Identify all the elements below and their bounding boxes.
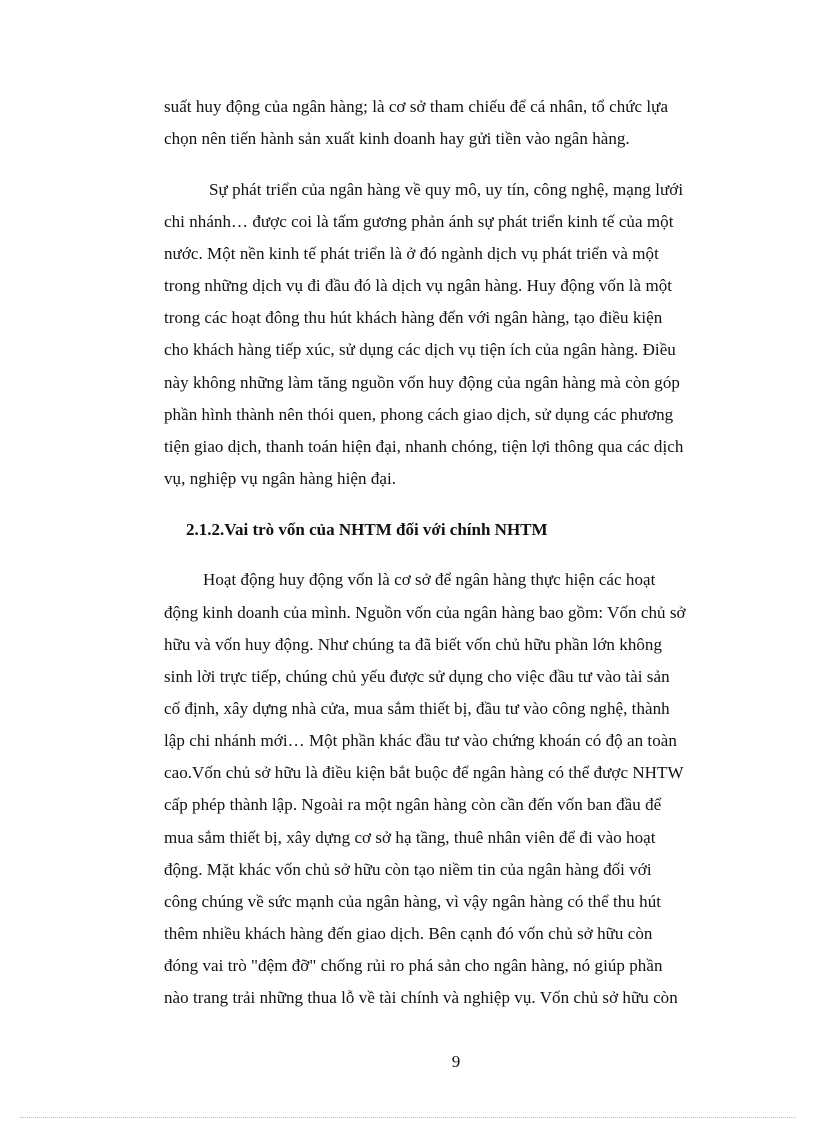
text-line: lập chi nhánh mới… Một phần khác đầu tư vào chứng khoán có độ an toàn xyxy=(164,731,677,750)
text-line: nước. Một nền kinh tế phát triển là ở đó ngành dịch vụ phát triển và một xyxy=(164,244,659,263)
text-line: suất huy động của ngân hàng; là cơ sở tham chiếu để cá nhân, tổ chức lựa xyxy=(164,97,669,116)
section-heading: 2.1.2.Vai trò vốn của NHTM đối với chính NHTM xyxy=(186,520,548,539)
footer-divider xyxy=(20,1117,796,1118)
text-line: chi nhánh… được coi là tấm gương phản ánh sự phát triển kinh tế của một xyxy=(164,212,674,231)
text-line: trong những dịch vụ đi đầu đó là dịch vụ ngân hàng. Huy động vốn là một xyxy=(164,276,673,295)
text-line: mua sắm thiết bị, xây dựng cơ sở hạ tầng, thuê nhân viên để đi vào hoạt xyxy=(164,828,656,847)
text-line: này không những làm tăng nguồn vốn huy động của ngân hàng mà còn góp xyxy=(164,373,680,392)
text-line: đóng vai trò "đệm đỡ" chống rủi ro phá sản cho ngân hàng, nó giúp phần xyxy=(164,956,663,975)
text-line: động. Mặt khác vốn chủ sở hữu còn tạo niềm tin của ngân hàng đối với xyxy=(164,860,652,879)
text-line: sinh lời trực tiếp, chúng chủ yếu được sử dụng cho việc đầu tư vào tài sản xyxy=(164,667,670,686)
text-line: vụ, nghiệp vụ ngân hàng hiện đại. xyxy=(164,469,397,488)
text-line: tiện giao dịch, thanh toán hiện đại, nhanh chóng, tiện lợi thông qua các dịch xyxy=(164,437,684,456)
text-line: cao.Vốn chủ sở hữu là điều kiện bắt buộc để ngân hàng có thể được NHTW xyxy=(164,763,684,782)
text-line: chọn nên tiến hành sản xuất kinh doanh hay gửi tiền vào ngân hàng. xyxy=(164,129,630,148)
text-line: cho khách hàng tiếp xúc, sử dụng các dịch vụ tiện ích của ngân hàng. Điều xyxy=(164,340,676,359)
text-line: hữu và vốn huy động. Như chúng ta đã biết vốn chủ hữu phần lớn không xyxy=(164,635,663,654)
page-number: 9 xyxy=(451,1052,461,1071)
text-line: nào trang trải những thua lỗ về tài chính và nghiệp vụ. Vốn chủ sở hữu còn xyxy=(164,988,678,1007)
text-line: Hoạt động huy động vốn là cơ sở để ngân hàng thực hiện các hoạt xyxy=(203,570,656,589)
text-line: phần hình thành nên thói quen, phong cách giao dịch, sử dụng các phương xyxy=(164,405,674,424)
text-line: thêm nhiều khách hàng đến giao dịch. Bên cạnh đó vốn chủ sở hữu còn xyxy=(164,924,653,943)
text-line: động kinh doanh của mình. Nguồn vốn của ngân hàng bao gồm: Vốn chủ sở xyxy=(164,603,686,622)
text-line: Sự phát triển của ngân hàng về quy mô, uy tín, công nghệ, mạng lưới xyxy=(209,180,684,199)
text-line: trong các hoạt đông thu hút khách hàng đến với ngân hàng, tạo điều kiện xyxy=(164,308,663,327)
text-line: cấp phép thành lập. Ngoài ra một ngân hàng còn cần đến vốn ban đầu để xyxy=(164,795,662,814)
text-line: cố định, xây dựng nhà cửa, mua sắm thiết bị, đầu tư vào công nghệ, thành xyxy=(164,699,670,718)
text-line: công chúng về sức mạnh của ngân hàng, vì vậy ngân hàng có thể thu hút xyxy=(164,892,662,911)
